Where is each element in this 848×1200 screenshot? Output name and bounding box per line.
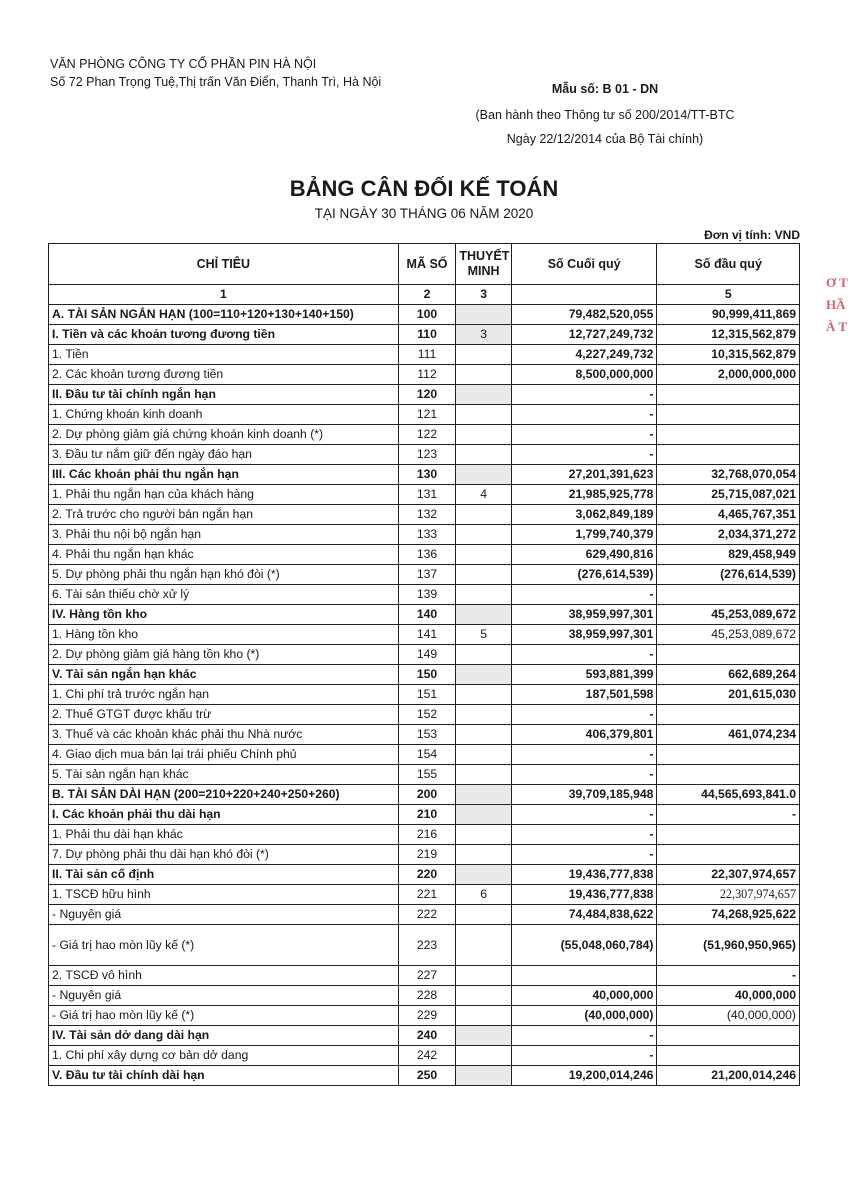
- row-begin-quarter-value: 4,465,767,351: [657, 505, 800, 525]
- row-item-name: 5. Tài sản ngắn hạn khác: [49, 765, 399, 785]
- row-end-quarter-value: (40,000,000): [511, 1006, 657, 1026]
- company-info: [50, 55, 390, 91]
- row-end-quarter-value: -: [511, 805, 657, 825]
- column-number-row: [49, 285, 800, 305]
- row-code: 122: [398, 425, 456, 445]
- table-row: [49, 865, 800, 885]
- row-item-name: 7. Dự phòng phải thu dài hạn khó đòi (*): [49, 845, 399, 865]
- row-note: [456, 705, 512, 725]
- row-end-quarter-value: 187,501,598: [511, 685, 657, 705]
- row-end-quarter-value: -: [511, 1046, 657, 1066]
- table-row: [49, 805, 800, 825]
- row-item-name: 2. Trả trước cho người bán ngắn hạn: [49, 505, 399, 525]
- row-code: 151: [398, 685, 456, 705]
- row-code: 140: [398, 605, 456, 625]
- table-row: [49, 705, 800, 725]
- table-row: [49, 485, 800, 505]
- row-end-quarter-value: 19,436,777,838: [511, 885, 657, 905]
- row-item-name: 1. Chi phí xây dựng cơ bản dở dang: [49, 1046, 399, 1066]
- row-begin-quarter-value: [657, 425, 800, 445]
- row-code: 242: [398, 1046, 456, 1066]
- table-row: [49, 785, 800, 805]
- row-item-name: 1. Chứng khoán kinh doanh: [49, 405, 399, 425]
- row-end-quarter-value: 27,201,391,623: [511, 465, 657, 485]
- row-note: [456, 665, 512, 685]
- row-code: 223: [398, 925, 456, 966]
- row-item-name: 5. Dự phòng phải thu ngắn hạn khó đòi (*): [49, 565, 399, 585]
- table-body: [49, 305, 800, 1086]
- row-item-name: - Nguyên giá: [49, 905, 399, 925]
- row-begin-quarter-value: 829,458,949: [657, 545, 800, 565]
- row-code: 136: [398, 545, 456, 565]
- table-row: [49, 1026, 800, 1046]
- row-begin-quarter-value: [657, 845, 800, 865]
- row-code: 121: [398, 405, 456, 425]
- table-row: [49, 545, 800, 565]
- row-item-name: I. Tiền và các khoản tương đương tiền: [49, 325, 399, 345]
- row-code: 111: [398, 345, 456, 365]
- table-row: [49, 665, 800, 685]
- table-row: [49, 905, 800, 925]
- column-number: [511, 285, 657, 305]
- row-end-quarter-value: 1,799,740,379: [511, 525, 657, 545]
- row-end-quarter-value: -: [511, 845, 657, 865]
- row-item-name: 3. Phải thu nội bộ ngắn hạn: [49, 525, 399, 545]
- row-item-name: 1. Chi phí trả trước ngắn hạn: [49, 685, 399, 705]
- row-code: 250: [398, 1066, 456, 1086]
- row-end-quarter-value: 8,500,000,000: [511, 365, 657, 385]
- row-code: 123: [398, 445, 456, 465]
- row-end-quarter-value: 74,484,838,622: [511, 905, 657, 925]
- row-begin-quarter-value: [657, 745, 800, 765]
- document-subtitle: TẠI NGÀY 30 THÁNG 06 NĂM 2020: [314, 206, 534, 221]
- row-code: 149: [398, 645, 456, 665]
- table-row: [49, 565, 800, 585]
- row-code: 137: [398, 565, 456, 585]
- row-end-quarter-value: -: [511, 425, 657, 445]
- row-code: 110: [398, 325, 456, 345]
- form-number: Mẫu số: B 01 - DN: [551, 82, 659, 96]
- row-begin-quarter-value: -: [657, 966, 800, 986]
- table-row: [49, 825, 800, 845]
- row-begin-quarter-value: [657, 765, 800, 785]
- row-item-name: 2. TSCĐ vô hình: [49, 966, 399, 986]
- table-row: [49, 725, 800, 745]
- row-end-quarter-value: (276,614,539): [511, 565, 657, 585]
- stamp-text: Ơ T HẦ À T: [826, 275, 848, 334]
- row-begin-quarter-value: [657, 1046, 800, 1066]
- row-end-quarter-value: 406,379,801: [511, 725, 657, 745]
- row-note: [456, 785, 512, 805]
- table-row: [49, 645, 800, 665]
- column-header-end-quarter: Số Cuối quý: [511, 244, 657, 285]
- table-row: [49, 966, 800, 986]
- row-code: 130: [398, 465, 456, 485]
- table-row: [49, 845, 800, 865]
- red-stamp-fragment: [826, 272, 848, 338]
- table-row: [49, 765, 800, 785]
- row-note: [456, 966, 512, 986]
- row-code: 139: [398, 585, 456, 605]
- row-note: [456, 405, 512, 425]
- row-note: 5: [456, 625, 512, 645]
- row-end-quarter-value: -: [511, 825, 657, 845]
- column-number: 1: [49, 285, 399, 305]
- row-begin-quarter-value: [657, 705, 800, 725]
- row-begin-quarter-value: 21,200,014,246: [657, 1066, 800, 1086]
- table-row: [49, 1046, 800, 1066]
- row-note: [456, 605, 512, 625]
- row-end-quarter-value: 19,436,777,838: [511, 865, 657, 885]
- table-row: [49, 585, 800, 605]
- row-note: [456, 905, 512, 925]
- table-row: [49, 505, 800, 525]
- table-header-row: [49, 244, 800, 285]
- row-end-quarter-value: -: [511, 445, 657, 465]
- row-item-name: 2. Các khoản tương đương tiền: [49, 365, 399, 385]
- row-note: [456, 565, 512, 585]
- table-row: [49, 365, 800, 385]
- row-note: [456, 425, 512, 445]
- table-row: [49, 385, 800, 405]
- row-note: [456, 765, 512, 785]
- row-code: 200: [398, 785, 456, 805]
- row-note: 3: [456, 325, 512, 345]
- row-note: [456, 825, 512, 845]
- row-begin-quarter-value: [657, 825, 800, 845]
- row-end-quarter-value: -: [511, 745, 657, 765]
- table-row: [49, 745, 800, 765]
- row-end-quarter-value: [511, 966, 657, 986]
- row-note: [456, 445, 512, 465]
- row-note: [456, 385, 512, 405]
- row-note: [456, 465, 512, 485]
- row-end-quarter-value: -: [511, 705, 657, 725]
- row-begin-quarter-value: 662,689,264: [657, 665, 800, 685]
- company-name: VĂN PHÒNG CÔNG TY CỔ PHẦN PIN HÀ NỘI: [50, 57, 317, 71]
- row-begin-quarter-value: 45,253,089,672: [657, 605, 800, 625]
- table-row: [49, 1006, 800, 1026]
- row-item-name: 6. Tài sản thiếu chờ xử lý: [49, 585, 399, 605]
- row-note: [456, 365, 512, 385]
- row-end-quarter-value: 21,985,925,778: [511, 485, 657, 505]
- row-begin-quarter-value: 45,253,089,672: [657, 625, 800, 645]
- column-number: 3: [456, 285, 512, 305]
- row-item-name: A. TÀI SẢN NGẮN HẠN (100=110+120+130+140+150): [49, 305, 399, 325]
- table-row: [49, 345, 800, 365]
- row-item-name: 2. Dự phòng giảm giá chứng khoán kinh doanh (*): [49, 425, 399, 445]
- row-note: [456, 925, 512, 966]
- row-begin-quarter-value: 44,565,693,841.0: [657, 785, 800, 805]
- table-row: [49, 325, 800, 345]
- column-number: 5: [657, 285, 800, 305]
- row-end-quarter-value: 4,227,249,732: [511, 345, 657, 365]
- row-code: 229: [398, 1006, 456, 1026]
- row-note: [456, 585, 512, 605]
- row-code: 227: [398, 966, 456, 986]
- table-row: [49, 445, 800, 465]
- row-code: 153: [398, 725, 456, 745]
- row-code: 154: [398, 745, 456, 765]
- row-code: 131: [398, 485, 456, 505]
- row-end-quarter-value: -: [511, 385, 657, 405]
- row-item-name: I. Các khoản phải thu dài hạn: [49, 805, 399, 825]
- row-item-name: 4. Giao dịch mua bán lại trái phiếu Chính phủ: [49, 745, 399, 765]
- row-code: 240: [398, 1026, 456, 1046]
- row-code: 228: [398, 986, 456, 1006]
- row-code: 150: [398, 665, 456, 685]
- regulation-text: (Ban hành theo Thông tư số 200/2014/TT-BTC: [475, 108, 735, 122]
- table-row: [49, 685, 800, 705]
- row-begin-quarter-value: -: [657, 805, 800, 825]
- row-item-name: - Giá trị hao mòn lũy kế (*): [49, 925, 399, 966]
- row-note: [456, 725, 512, 745]
- row-item-name: 3. Thuế và các khoản khác phải thu Nhà nước: [49, 725, 399, 745]
- column-number: 2: [398, 285, 456, 305]
- row-begin-quarter-value: [657, 405, 800, 425]
- column-header-code: MÃ SỐ: [398, 244, 456, 285]
- row-item-name: III. Các khoản phải thu ngắn hạn: [49, 465, 399, 485]
- row-item-name: 1. Phải thu dài hạn khác: [49, 825, 399, 845]
- table-row: [49, 625, 800, 645]
- table-row: [49, 1066, 800, 1086]
- row-item-name: 1. Tiền: [49, 345, 399, 365]
- row-item-name: IV. Tài sản dở dang dài hạn: [49, 1026, 399, 1046]
- column-header-item: CHỈ TIÊU: [49, 244, 399, 285]
- row-item-name: - Nguyên giá: [49, 986, 399, 1006]
- row-note: [456, 805, 512, 825]
- row-begin-quarter-value: 12,315,562,879: [657, 325, 800, 345]
- row-begin-quarter-value: 22,307,974,657: [657, 885, 800, 905]
- row-item-name: II. Tài sản cố định: [49, 865, 399, 885]
- row-item-name: 1. Hàng tồn kho: [49, 625, 399, 645]
- row-begin-quarter-value: [657, 585, 800, 605]
- row-code: 220: [398, 865, 456, 885]
- row-begin-quarter-value: 10,315,562,879: [657, 345, 800, 365]
- row-end-quarter-value: -: [511, 645, 657, 665]
- row-begin-quarter-value: [657, 385, 800, 405]
- row-end-quarter-value: 38,959,997,301: [511, 605, 657, 625]
- row-begin-quarter-value: 40,000,000: [657, 986, 800, 1006]
- row-note: 6: [456, 885, 512, 905]
- row-end-quarter-value: -: [511, 765, 657, 785]
- row-begin-quarter-value: (276,614,539): [657, 565, 800, 585]
- row-code: 216: [398, 825, 456, 845]
- row-note: [456, 1066, 512, 1086]
- row-end-quarter-value: 593,881,399: [511, 665, 657, 685]
- row-end-quarter-value: 79,482,520,055: [511, 305, 657, 325]
- row-begin-quarter-value: 2,000,000,000: [657, 365, 800, 385]
- row-item-name: V. Tài sản ngắn hạn khác: [49, 665, 399, 685]
- table-row: [49, 305, 800, 325]
- row-note: [456, 845, 512, 865]
- row-note: [456, 505, 512, 525]
- column-header-note: THUYẾT MINH: [456, 244, 512, 285]
- row-begin-quarter-value: 461,074,234: [657, 725, 800, 745]
- row-code: 132: [398, 505, 456, 525]
- row-code: 219: [398, 845, 456, 865]
- row-begin-quarter-value: 74,268,925,622: [657, 905, 800, 925]
- row-begin-quarter-value: (40,000,000): [657, 1006, 800, 1026]
- row-item-name: 2. Dự phòng giảm giá hàng tồn kho (*): [49, 645, 399, 665]
- row-begin-quarter-value: [657, 1026, 800, 1046]
- row-note: [456, 305, 512, 325]
- row-note: [456, 865, 512, 885]
- company-address: Số 72 Phan Trọng Tuệ,Thị trấn Văn Điển, Thanh Trì, Hà Nội: [50, 75, 382, 89]
- row-note: [456, 645, 512, 665]
- regulation-date: Ngày 22/12/2014 của Bộ Tài chính): [506, 132, 704, 146]
- row-end-quarter-value: 19,200,014,246: [511, 1066, 657, 1086]
- table-row: [49, 986, 800, 1006]
- row-item-name: B. TÀI SẢN DÀI HẠN (200=210+220+240+250+260): [49, 785, 399, 805]
- row-end-quarter-value: (55,048,060,784): [511, 925, 657, 966]
- row-item-name: 2. Thuế GTGT được khấu trừ: [49, 705, 399, 725]
- row-note: [456, 745, 512, 765]
- row-begin-quarter-value: 90,999,411,869: [657, 305, 800, 325]
- row-end-quarter-value: 3,062,849,189: [511, 505, 657, 525]
- row-begin-quarter-value: 201,615,030: [657, 685, 800, 705]
- row-note: [456, 1026, 512, 1046]
- row-code: 133: [398, 525, 456, 545]
- row-item-name: II. Đầu tư tài chính ngắn hạn: [49, 385, 399, 405]
- row-code: 221: [398, 885, 456, 905]
- table-row: [49, 925, 800, 966]
- row-note: 4: [456, 485, 512, 505]
- row-end-quarter-value: 12,727,249,732: [511, 325, 657, 345]
- row-note: [456, 1006, 512, 1026]
- table-row: [49, 885, 800, 905]
- row-begin-quarter-value: [657, 645, 800, 665]
- row-begin-quarter-value: 25,715,087,021: [657, 485, 800, 505]
- row-code: 222: [398, 905, 456, 925]
- row-begin-quarter-value: 32,768,070,054: [657, 465, 800, 485]
- row-code: 141: [398, 625, 456, 645]
- row-item-name: 1. Phải thu ngắn hạn của khách hàng: [49, 485, 399, 505]
- row-end-quarter-value: 40,000,000: [511, 986, 657, 1006]
- row-note: [456, 545, 512, 565]
- row-item-name: 1. TSCĐ hữu hình: [49, 885, 399, 905]
- row-note: [456, 525, 512, 545]
- row-end-quarter-value: 39,709,185,948: [511, 785, 657, 805]
- row-end-quarter-value: 629,490,816: [511, 545, 657, 565]
- table-row: [49, 465, 800, 485]
- column-header-begin-quarter: Số đầu quý: [657, 244, 800, 285]
- row-code: 152: [398, 705, 456, 725]
- row-code: 210: [398, 805, 456, 825]
- row-code: 120: [398, 385, 456, 405]
- row-item-name: V. Đầu tư tài chính dài hạn: [49, 1066, 399, 1086]
- table-row: [49, 605, 800, 625]
- row-note: [456, 986, 512, 1006]
- row-note: [456, 1046, 512, 1066]
- row-end-quarter-value: -: [511, 585, 657, 605]
- currency-unit: Đơn vị tính: VND: [704, 228, 800, 242]
- row-begin-quarter-value: [657, 445, 800, 465]
- row-item-name: 4. Phải thu ngắn hạn khác: [49, 545, 399, 565]
- row-begin-quarter-value: (51,960,950,965): [657, 925, 800, 966]
- row-code: 155: [398, 765, 456, 785]
- row-note: [456, 345, 512, 365]
- row-end-quarter-value: -: [511, 405, 657, 425]
- row-code: 112: [398, 365, 456, 385]
- table-row: [49, 525, 800, 545]
- row-begin-quarter-value: 22,307,974,657: [657, 865, 800, 885]
- form-info: [440, 80, 770, 148]
- row-end-quarter-value: 38,959,997,301: [511, 625, 657, 645]
- row-item-name: IV. Hàng tồn kho: [49, 605, 399, 625]
- table-row: [49, 405, 800, 425]
- row-item-name: 3. Đầu tư nắm giữ đến ngày đáo hạn: [49, 445, 399, 465]
- row-begin-quarter-value: 2,034,371,272: [657, 525, 800, 545]
- document-title: BẢNG CÂN ĐỐI KẾ TOÁN: [289, 176, 559, 201]
- table-row: [49, 425, 800, 445]
- row-item-name: - Giá trị hao mòn lũy kế (*): [49, 1006, 399, 1026]
- row-code: 100: [398, 305, 456, 325]
- balance-sheet-table: [48, 243, 800, 1086]
- row-note: [456, 685, 512, 705]
- row-end-quarter-value: -: [511, 1026, 657, 1046]
